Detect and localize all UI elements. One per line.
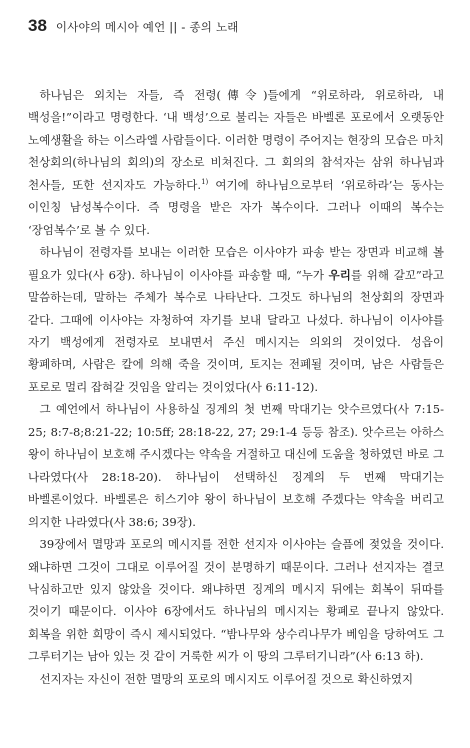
- paragraph-text: 여기에 하나님으로부터 ‘위로하라’는 동사는 이인칭 남성복수이다. 즉 명령을 받은 자가 복수이다. 그러나 이때의 복수는 ‘장엄복수’로 볼 수 있다.: [28, 177, 444, 237]
- page-number: 38: [28, 16, 47, 35]
- paragraph-text: 하나님은 외치는 자들, 즉 전령(傳令)들에게 “위로하라, 위로하라, 내 백성을!”이라고 명령한다. ‘내 백성’으로 불리는 자들은 바벨론 포로에서 오랫동안 노예생활을 하는 이스라엘 사람들이다. 이러한 명령이 주어지는 현장의 모습은 마치 천상회의(하나님의 회의)의 장소로 비쳐진다. 그 회의의 참석자는 삼위 하나님과 천사들, 또한 선지자도 가능하다.: [28, 88, 444, 192]
- body-text: [28, 84, 444, 734]
- running-head-title: 이사야의 메시아 예언 || - 종의 노래: [55, 20, 239, 34]
- paragraph: 39장에서 멸망과 포로의 메시지를 전한 선지자 이사야는 슬픔에 젖었을 것이다. 왜냐하면 그것이 그대로 이루어질 것이 분명하기 때문이다. 그러나 선지자는 결코 낙심하고만 있지 않았을 것이다. 왜냐하면 징계의 메시지 뒤에는 회복이 뒤따를 것이기 때문이다. 이사야 6장에서도 하나님의 메시지는 황폐로 끝나지 않았다. 회복을 위한 희망이 즉시 제시되었다. “밤나무와 상수리나무가 베임을 당하여도 그 그루터기는 남아 있는 것 같이 거룩한 씨가 이 땅의 그루터기니라”(사 6:13 하).: [28, 537, 444, 664]
- paragraph-text: 를 위해 갈꼬”라고 말씀하는데, 말하는 주체가 복수로 나타난다. 그것도 하나님의 천상회의 장면과 같다. 그때에 이사야는 자청하여 자기를 보내 달라고 나섰다. 하나님이 이사야를 자기 백성에게 전령자로 보내면서 주신 메시지는 의외의 것이었다. 성읍이 황폐하며, 사람은 칼에 의해 죽을 것이며, 토지는 전폐될 것이며, 남은 사람들은 포로로 멀리 잡혀갈 것임을 알리는 것이었다(사 6:11-12).: [28, 267, 444, 394]
- paragraph: [28, 84, 444, 241]
- footnote-marker[interactable]: 1): [201, 177, 209, 186]
- emphasized-text: 우리: [328, 267, 351, 282]
- paragraph: 선지자는 자신이 전한 멸망의 포로의 메시지도 이루어질 것으로 확신하였지: [39, 671, 414, 686]
- paragraph: 그 예언에서 하나님이 사용하실 징계의 첫 번째 막대기는 앗수르였다(사 7:15-25; 8:7-8;8:21-22; 10:5ff; 28:18-22, 27; 29:1-4 등등 참조). 앗수르는 아하스 왕이 하나님이 보호해 주시겠다는 약속을 거절하고 대신에 도움을 청하였던 바로 그 나라였다(사 28:18-20). 하나님이 선택하신 징계의 두 번째 막대기는 바벨론이었다. 바벨론은 히스기야 왕이 하나님이 보호해 주겠다는 약속을 버리고 의지한 나라였다(사 38:6; 39장).: [28, 402, 444, 529]
- running-header: [28, 16, 448, 38]
- paragraph-text: 하나님이 전령자를 보내는 이러한 모습은 이사야가 파송 받는 장면과 비교해 볼 필요가 있다(사 6장). 하나님이 이사야를 파송할 때, “누가: [28, 245, 444, 282]
- paragraph: [28, 241, 444, 398]
